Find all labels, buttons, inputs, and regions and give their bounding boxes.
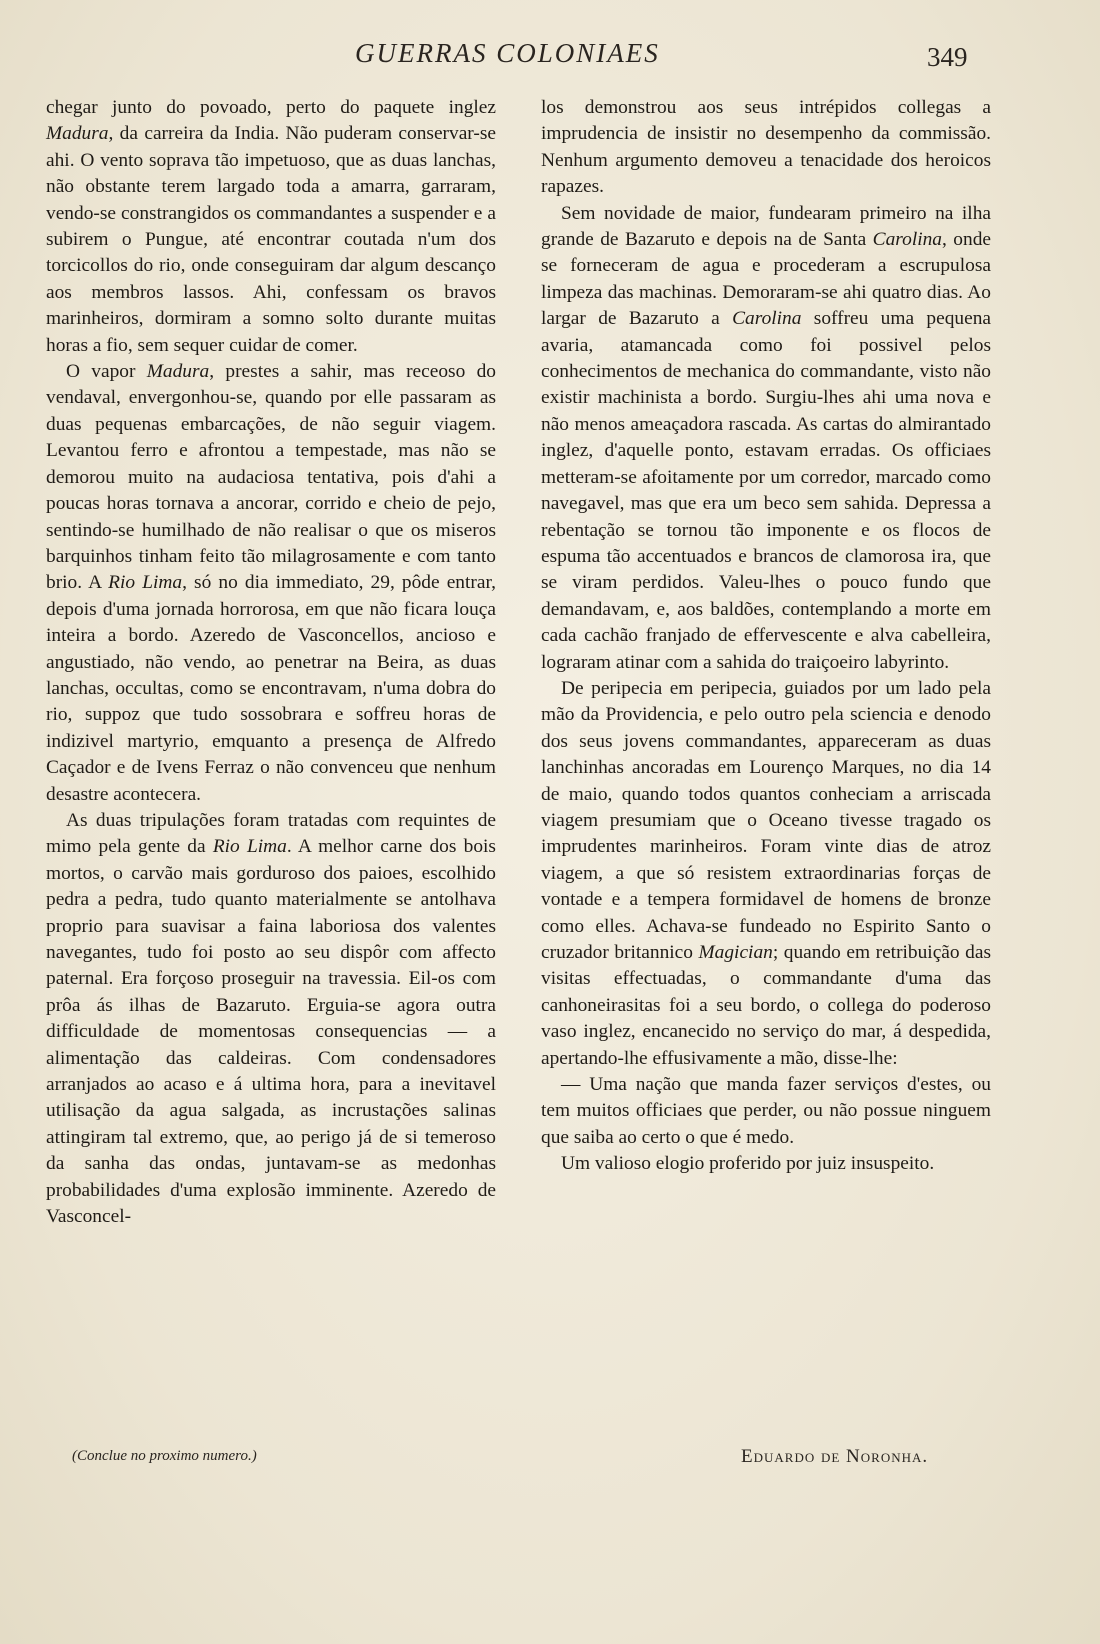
- paragraph: chegar junto do povoado, perto do paquete inglez Madura, da carreira da India. Não puderam conservar-se ahi. O vento soprava tão impetuoso, que as duas lanchas, não obstante terem largado toda a amarra, garraram, vendo-se constrangidos os commandantes a suspender e a subirem o Pungue, até encontrar coutada n'um dos torcicollos do rio, onde conseguiram dar algum descanço aos membros lassos. Ahi, confessam os bravos marinheiros, dormiram a somno solto durante muitas horas a fio, sem sequer cuidar de comer.: [46, 97, 496, 356]
- paragraph: O vapor Madura, prestes a sahir, mas receoso do vendaval, envergonhou-se, quando por elle passaram as duas pequenas embarcações, de não seguir viagem. Levantou ferro e afrontou a tempestade, mas não se demorou muito na audaciosa tentativa, pois d'ahi a poucas horas tornava a ancorar, corrido e cheio de pejo, sentindo-se humilhado de não realisar o que os miseros barquinhos tinham feito tão milagrosamente e com tanto brio. A Rio Lima, só no dia immediato, 29, pôde entrar, depois d'uma jornada horrorosa, em que não ficara louça inteira a bordo. Azeredo de Vasconcellos, ancioso e angustiado, não vendo, ao penetrar na Beira, as duas lanchas, occultas, como se encontravam, n'uma dobra do rio, suppoz que tudo sossobrara e soffreu horas de indizivel martyrio, emquanto a presença de Alfredo Caçador e de Ivens Ferraz o não convenceu que nenhum desastre acontecera.: [46, 361, 496, 805]
- author-signature: Eduardo de Noronha.: [741, 1446, 929, 1467]
- page-number: 349: [927, 42, 968, 72]
- left-column: [46, 95, 496, 1230]
- continuation-note: (Conclue no proximo numero.): [72, 1448, 257, 1464]
- paragraph: Um valioso elogio proferido por juiz insuspeito.: [561, 1153, 935, 1175]
- right-column: [541, 95, 991, 1178]
- header-title: GUERRAS COLONIAES: [355, 38, 660, 68]
- paragraph: los demonstrou aos seus intrépidos collegas a imprudencia de insistir no desempenho da commissão. Nenhum argumento demoveu a tenacidade dos heroicos rapazes.: [541, 97, 991, 198]
- paragraph: As duas tripulações foram tratadas com requintes de mimo pela gente da Rio Lima. A melhor carne dos bois mortos, o carvão mais gorduroso dos paioes, escolhido pedra a pedra, tudo quanto materialmente se antolhava proprio para suavisar a faina laboriosa dos valentes navegantes, tudo foi posto ao seu dispôr com affecto paternal. Era forçoso proseguir na travessia. Eil-os com prôa ás ilhas de Bazaruto. Erguia-se agora outra difficuldade de momentosas consequencias — a alimentação das caldeiras. Com condensadores arranjados ao acaso e á ultima hora, para a inevitavel utilisação da agua salgada, as incrustações salinas attingiram tal extremo, que, ao perigo já de si temeroso da sanha das ondas, juntavam-se as medonhas probabilidades d'uma explosão imminente. Azeredo de Vasconcel-: [46, 809, 496, 1228]
- paragraph: Sem novidade de maior, fundearam primeiro na ilha grande de Bazaruto e depois na de Santa Carolina, onde se forneceram de agua e procederam a escrupulosa limpeza das machinas. Demoraram-se ahi quatro dias. Ao largar de Bazaruto a Carolina soffreu uma pequena avaria, atamancada como foi possivel pelos conhecimentos de mechanica do commandante, visto não existir machinista a bordo. Surgiu-lhes ahi uma nova e não menos ameaçadora rascada. As cartas do almirantado inglez, d'aquelle ponto, estavam erradas. Os officiaes metteram-se afoitamente por um corredor, marcado como navegavel, mas que era um beco sem sahida. Depressa a rebentação se tornou tão imponente e os flocos de espuma tão accentuados e brancos de clamorosa ira, que se viram perdidos. Valeu-lhes o pouco fundo que demandavam, e, aos baldões, contemplando a morte em cada cachão franjado de effervescente e alva cabelleira, lograram atinar com a sahida do traiçoeiro labyrinto.: [541, 202, 992, 673]
- running-header: [0, 38, 1100, 78]
- paragraph: De peripecia em peripecia, guiados por um lado pela mão da Providencia, e pelo outro pela sciencia e denodo dos seus jovens commandantes, appareceram as duas lanchinhas ancoradas em Lourenço Marques, no dia 14 de maio, quando todos quantos conheciam a arriscada viagem presumiam que o Oceano tivesse tragado os imprudentes marinheiros. Foram vinte dias de atroz viagem, a que só resistem extraordinarias forças de vontade e a tempera formidavel de homens de bronze como elles. Achava-se fundeado no Espirito Santo o cruzador britannico Magician; quando em retribuição das visitas effectuadas, o commandante d'uma das canhoneirasitas foi a seu bordo, o collega do poderoso vaso inglez, encanecido no serviço do mar, á despedida, apertando-lhe effusivamente a mão, disse-lhe:: [541, 677, 991, 1069]
- paragraph: — Uma nação que manda fazer serviços d'estes, ou tem muitos officiaes que perder, ou não possue ninguem que saiba ao certo o que é medo.: [541, 1074, 991, 1148]
